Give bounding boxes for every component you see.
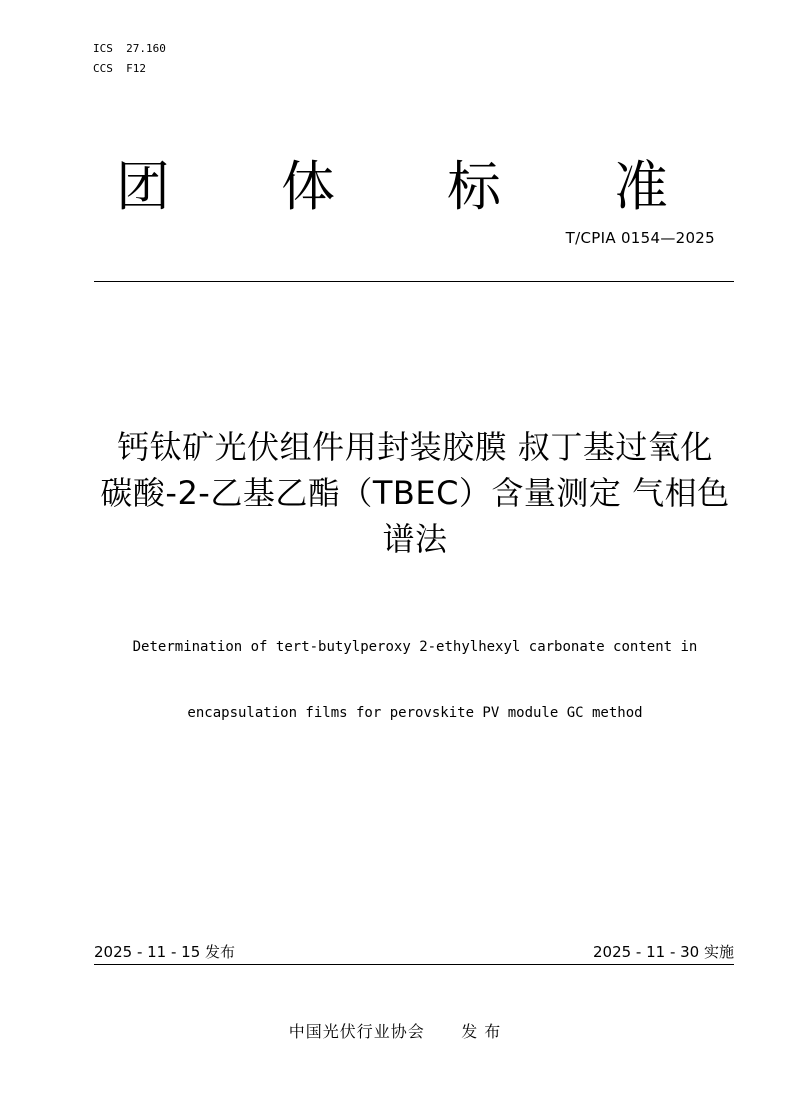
- title-en-line-2: encapsulation films for perovskite PV module GC method: [187, 705, 643, 721]
- footer-divider: [94, 964, 734, 965]
- header-divider: [94, 281, 734, 282]
- standard-number: T/CPIA 0154—2025: [565, 229, 715, 247]
- title-zh-line-3: 谱法: [382, 520, 448, 558]
- title-zh-line-1: 钙钛矿光伏组件用封装胶膜 叔丁基过氧化: [117, 428, 713, 466]
- title-english: [80, 592, 750, 746]
- implement-date: 2025 - 11 - 30 实施: [592, 943, 734, 961]
- issuer-name: 中国光伏行业协会: [288, 1022, 425, 1041]
- title-chinese: [80, 424, 750, 562]
- ics-code: ICS 27.160: [93, 42, 166, 55]
- title-zh-line-2: 碳酸-2-乙基乙酯（TBEC）含量测定 气相色: [100, 474, 730, 512]
- issuer-action: 发 布: [461, 1022, 502, 1041]
- issuer-line: [0, 1019, 790, 1042]
- issue-date: 2025 - 11 - 15 发布: [94, 943, 236, 961]
- category-char-4: 准: [614, 155, 668, 218]
- category-char-1: 团: [116, 155, 170, 218]
- category-char-3: 标: [447, 155, 501, 218]
- category-char-2: 体: [281, 155, 335, 218]
- ccs-code: CCS F12: [93, 62, 146, 75]
- classification-codes: [93, 39, 166, 79]
- title-en-line-1: Determination of tert-butylperoxy 2-ethylhexyl carbonate content in: [132, 639, 698, 655]
